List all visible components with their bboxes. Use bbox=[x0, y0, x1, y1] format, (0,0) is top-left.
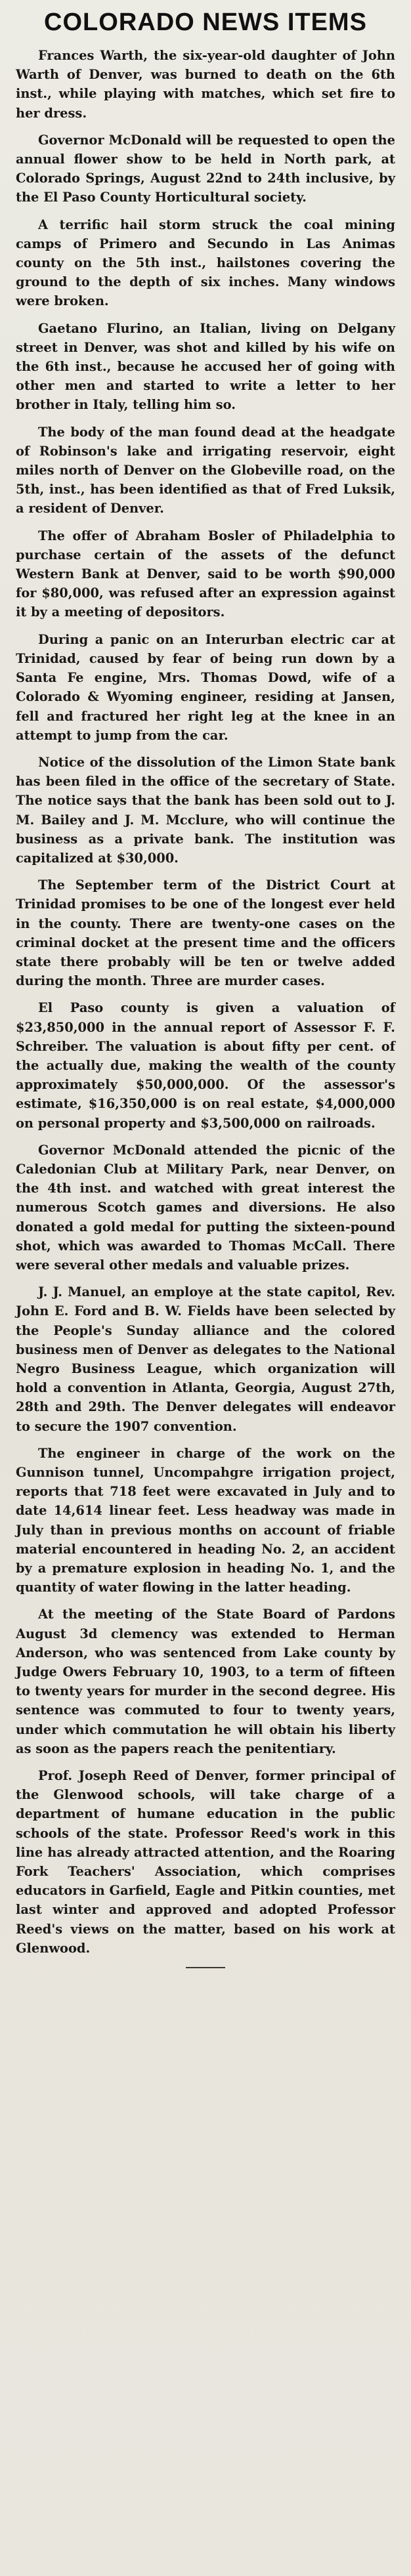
news-item: Frances Warth, the six-year-old daughter of John Warth of Denver, was burned to death on the 6th inst., while playing with matches, which set fire to her dress. bbox=[16, 48, 395, 121]
news-item: The body of the man found dead at the headgate of Robinson's lake and irrigating reservoir, eight miles north of Denver on the Globeville road, on the 5th, inst., has been identified as that of Fred Luksik, a resident of Denver. bbox=[16, 424, 395, 517]
news-item: Governor McDonald will be requested to open the annual flower show to be held in North park, at Colorado Springs, August 22nd to 24th inclusive, by the El Paso County Horticultural society. bbox=[16, 132, 395, 205]
news-item: Gaetano Flurino, an Italian, living on Delgany street in Denver, was shot and killed by his wife on the 6th inst., because he accused her of going with other men and started to write a letter to her brother in Italy, telling him so. bbox=[16, 320, 395, 413]
headline: COLORADO NEWS ITEMS bbox=[44, 9, 367, 36]
news-item: Governor McDonald attended the picnic of the Caledonian Club at Military Park, near Denver, on the 4th inst. and watched with great interest the numerous Scotch games and diversions. He also donated a gold medal for putting the sixteen-pound shot, which was awarded to Thomas McCall. There were several other medals and valuable prizes. bbox=[16, 1142, 395, 1273]
news-item: The offer of Abraham Bosler of Philadelphia to purchase certain of the assets of the defunct Western Bank at Denver, said to be worth $90,000 for $80,000, was refused after an expression against it by a meeting of depositors. bbox=[16, 528, 395, 620]
news-item: Prof. Joseph Reed of Denver, former principal of the Glenwood schools, will take charge of a department of humane education in the public schools of the state. Professor Reed's work in this line has already attracted attention, and the Roaring Fork Teachers' Association, which comprises educators in Garfield, Eagle and Pitkin counties, met last winter and approved and adopted Professor Reed's views on the matter, based on his work at Glenwood. bbox=[16, 1768, 395, 1956]
news-item: The engineer in charge of the work on the Gunnison tunnel, Uncompahgre irrigation project, reports that 718 feet were excavated in July and to date 14,614 linear feet. Less headway was made in July than in previous months on account of friable material encountered in heading No. 2, an accident by a premature explosion in heading No. 1, and the quantity of water flowing in the latter heading. bbox=[16, 1445, 395, 1595]
news-item: A terrific hail storm struck the coal mining camps of Primero and Secundo in Las Animas county on the 5th inst., hailstones covering the ground to the depth of six inches. Many windows were broken. bbox=[16, 217, 395, 309]
news-item: J. J. Manuel, an employe at the state capitol, Rev. John E. Ford and B. W. Fields have been selected by the People's Sunday alliance and the colored business men of Denver as delegates to the National Negro Business League, which organization will hold a convention in Atlanta, Georgia, August 27th, 28th and 29th. The Denver delegates will endeavor to secure the 1907 convention. bbox=[16, 1284, 395, 1434]
news-item: At the meeting of the State Board of Pardons August 3d clemency was extended to Herman Anderson, who was sentenced from Lake county by Judge Owers February 10, 1903, to a term of fifteen to twenty years for murder in the second degree. His sentence was commuted to four to twenty years, under which commutation he will obtain his liberty as soon as the papers reach the penitentiary. bbox=[16, 1607, 395, 1756]
news-item: The September term of the District Court at Trinidad promises to be one of the longest ever held in the county. There are twenty-one cases on the criminal docket at the present time and the officers state there probably will be ten or twelve added during the month. Three are murder cases. bbox=[16, 877, 395, 989]
news-item: During a panic on an Interurban electric car at Trinidad, caused by fear of being run down by a Santa Fe engine, Mrs. Thomas Dowd, wife of a Colorado & Wyoming engineer, residing at Jansen, fell and fractured her right leg at the knee in an attempt to jump from the car. bbox=[16, 631, 395, 743]
news-item: Notice of the dissolution of the Limon State bank has been filed in the office of the secretary of State. The notice says that the bank has been sold out to J. M. Bailey and J. M. Mcclure, who will continue the business as a private bank. The institution was capitalized at $30,000. bbox=[16, 754, 395, 866]
news-item: El Paso county is given a valuation of $23,850,000 in the annual report of Assessor F. F. Schreiber. The valuation is about fifty per cent. of the actually due, making the wealth of the county approximately $50,000,000. Of the assessor's estimate, $16,350,000 is on real estate, $4,000,000 on personal property and $3,500,000 on railroads. bbox=[16, 1000, 395, 1131]
column-rule bbox=[186, 1967, 225, 1968]
